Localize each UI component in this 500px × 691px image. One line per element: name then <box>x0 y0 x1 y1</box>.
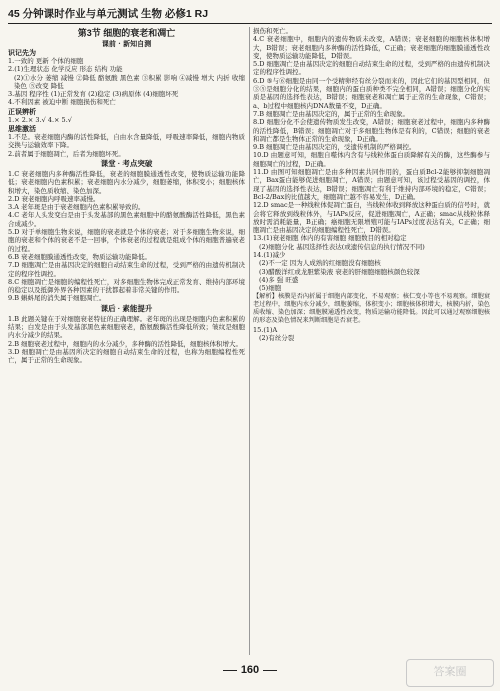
recall-line: (2)①水分 萎缩 减慢 ②降低 酪氨酸 黑色素 ③积累 影响 ④减慢 增大 内折 收缩 染色 ⑤改变 降低 <box>14 73 245 90</box>
thinking-line: 2.前者属于细胞凋亡，后者为细胞坏死。 <box>8 149 125 158</box>
answer-item: (3)醋酸洋红或龙胆紫染液 衰老的肝细胞细胞核颜色较深 <box>259 267 420 276</box>
label-true-false: 正误辨析 <box>8 106 36 116</box>
answer-item: 9.B 细胞凋亡是由基因决定的，受遗传机制的严格调控。 <box>253 143 416 152</box>
answer-item: 7.D 细胞凋亡是由基因决定的细胞自动结束生命的过程，受到严格的由遗传机制决定的程序性调控。 <box>8 261 245 278</box>
answer-item: 13.(1)衰老细胞 体内的有害细胞 细胞数目的相对稳定 <box>253 234 407 243</box>
answer-item: (5)细胞 <box>259 284 282 293</box>
answer-item: 5.D 对于单细胞生物来说，细胞的衰老就是个体的衰老；对于多细胞生物来说，细胞的衰老和个体的衰老不是一回事，个体衰老的过程就是组成个体的细胞普遍衰老的过程。 <box>8 228 245 253</box>
recall-line: 4.不利因素 被迫中断 细胞损伤和死亡 <box>8 98 116 107</box>
classroom-heading: 课堂 · 考点突破 <box>100 158 153 168</box>
answer-item: 8.D 细胞分化不会使遗传物质发生改变，A错误；细胞衰老过程中，细胞内多种酶的活性降低，B错误；细胞凋亡对于多细胞生物体是有利的，C错误；细胞的衰老和凋亡都是生物体正常的生命现象，D正确。 <box>253 118 490 143</box>
answer-item: (2)有丝分裂 <box>259 333 295 342</box>
section-title: 第3节 细胞的衰老和凋亡 <box>77 28 176 38</box>
answer-item: 1.B 此题关键在于对细胞衰老特征的正确理解。老年斑的出现是细胞内色素积累的结果；白发是由于头发基部黑色素细胞衰老，酪氨酸酶活性降低所致；皱纹是细胞内水分减少的结果。 <box>8 314 245 340</box>
answer-item: 7.B 细胞凋亡是由基因决定的，属于正常的生命现象。 <box>253 109 410 118</box>
label-thinking: 思维激活 <box>8 124 36 134</box>
answer-item: 6.B 衰老细胞膜通透性改变，物质运输功能降低。 <box>8 252 152 261</box>
answer-item: 8.C 细胞凋亡是细胞的编程性死亡，对多细胞生物体完成正常发育、维持内部环境的稳定以及抵御外界各种因素的干扰都起着非常关键的作用。 <box>8 277 245 295</box>
answer-item: 6.D ⑤与⑥细胞是由同一个受精卵经有丝分裂而来的，因此它们的基因型相同，但③⑤是细胞分化的结果，细胞内的蛋白质种类不完全相同，A错误；细胞分化的实质是基因的选择性表达，B错误；细胞衰老和凋亡属于正常的生命现象，C错误；a、b过程中细胞核内DNA数量不变，D正确。 <box>253 76 490 110</box>
page-number-text: 160 <box>240 664 260 676</box>
answer-item: 2.D 衰老细胞内呼吸速率减慢。 <box>8 194 100 203</box>
answer-item: 5.D 细胞凋亡是由基因决定的细胞自动结束生命的过程，受到严格的由遗传机制决定的程序性调控。 <box>253 60 490 77</box>
answer-item: 3.A 老年斑是由于衰老细胞内色素积累导致的。 <box>8 203 145 212</box>
recall-line: 2.(1)生理状态 化学反应 形态 结构 功能 <box>8 65 123 74</box>
thinking-line: 1.不是。衰老细胞内酶的活性降低，自由水含量降低，呼吸速率降低，细胞内物质交换与运输效率下降。 <box>8 133 245 150</box>
answer-item: (2)细胞分化 基因选择性表达(或遗传信息的执行情况不同) <box>259 242 425 251</box>
answer-page <box>8 27 492 655</box>
answer-item: 2.B 细胞衰老过程中，细胞内的水分减少，多种酶的活性降低，细胞核体积增大。 <box>8 339 243 348</box>
answer-item: 4.C 衰老细胞中，细胞内的遗传物质未改变，A错误；衰老细胞的细胞核体积增大，B错误；衰老细胞内多种酶的活性降低，C正确；衰老细胞的细胞膜通透性改变，使物质运输功能降低，D错误。 <box>253 35 490 60</box>
label-recall: 识记先为 <box>8 48 36 57</box>
answer-item: 14.(1)减少 <box>253 251 286 260</box>
column-divider <box>249 27 250 655</box>
answer-item: 11.D 由图可知细胞凋亡是由多种因素共同作用的，蛋白质Bcl-2能够抑制细胞凋亡，Bax蛋白能够促进细胞凋亡，A错误；由题意可知，该过程受基因的调控，体现了基因的选择性表达，B错误；细胞凋亡有利于维持内部环境的稳定，C错误；Bcl-2/Bax的比值越大，细胞凋亡越不容易发生，D正确。 <box>253 168 490 201</box>
right-column <box>253 27 490 342</box>
section-subhead: 课前 · 新知自测 <box>101 39 152 48</box>
answer-item: 4.C 老年人头发变白是由于头发基部的黑色素细胞中的酪氨酸酶活性降低，黑色素合成减少。 <box>8 211 245 228</box>
analysis-note: 【解析】核膜是否內折属于细胞内部变化，不易观察；核仁变小等也不易观察。细胞衰老过程中，细胞内水分减少，细胞萎缩，体积变小；细胞核体积增大，核膜内折，染色质收缩、染色加深；细胞膜通透性改变，物质运输功能降低。因此可以通过观察细胞核的形态及染色情况来判断细胞是否衰老。 <box>253 292 490 325</box>
left-column <box>8 27 245 365</box>
watermark-logo: 答案圈 <box>406 659 494 687</box>
answer-item: 1.C 衰老细胞内多种酶活性降低，衰老的细胞膜通透性改变，使物质运输功能降低；衰老细胞内色素积累；衰老细胞内水分减少，细胞萎缩，体积变小；细胞核体积增大，染色质收缩、染色加深。 <box>8 169 245 195</box>
dash-left <box>223 670 237 671</box>
answer-item: 12.D smac是一种线粒体促凋亡蛋白，当线粒体收到释放这种蛋白质的信号时，就会将它释放到线粒体外，与IAPs反应，促进细胞凋亡，A正确；smac从线粒体释放时需消耗能量，B正确；癌细胞无限增殖可能与IAPs过度表达有关，C正确；细胞凋亡是由基因决定的细胞编程性死亡，D错误。 <box>253 201 490 235</box>
dash-right <box>263 670 277 671</box>
answer-item: 9.B 蝌蚪尾的消失属于细胞凋亡。 <box>8 294 106 303</box>
after-class-heading: 课后 · 素能提升 <box>100 303 153 313</box>
answer-item: 3.D 细胞凋亡是由基因所决定的细胞自动结束生命的过程，也称为细胞编程性死亡，属于正常的生命现象。 <box>8 347 245 365</box>
running-header: 45 分钟课时作业与单元测试 生物 必修1 RJ <box>8 5 492 24</box>
answer-item: (4)多 强 旺盛 <box>259 275 299 284</box>
answer-item: 损伤和死亡。 <box>253 27 292 35</box>
answer-item: 15.(1)A <box>253 325 278 334</box>
true-false-line: 1.× 2.× 3.√ 4.× 5.√ <box>8 115 72 124</box>
answer-item: (2)不一定 因为人成熟的红细胞没有细胞核 <box>259 259 381 268</box>
recall-line: 3.基因 程序性 (1)正常发育 (2)稳定 (3)病原体 (4)细胞坏死 <box>8 90 179 99</box>
answer-item: 10.D 由题意可知，细胞自噬体内含有与线粒体蛋白质降解有关的酶，这些酶参与细胞凋亡的过程，D正确。 <box>253 151 490 168</box>
recall-line: 1.一致的 更新 个体的细胞 <box>8 57 84 65</box>
